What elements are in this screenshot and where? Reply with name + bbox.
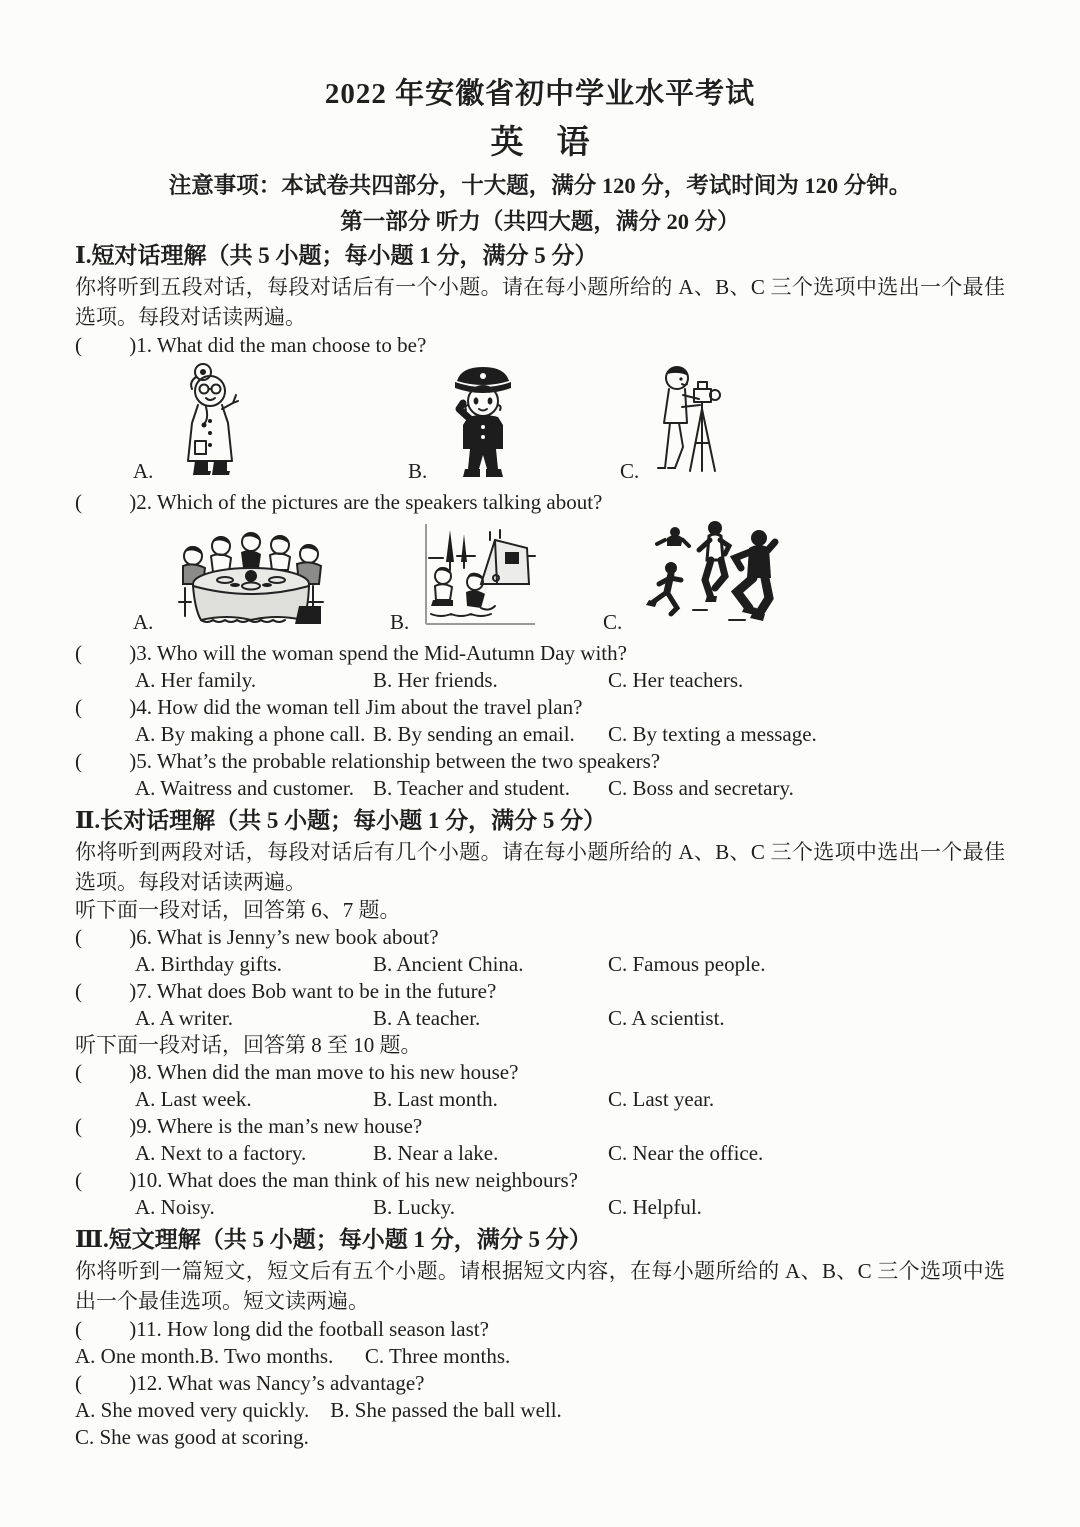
question-2: ( )2. Which of the pictures are the speakers talking about? — [75, 490, 603, 514]
picture-label-b: B. — [408, 459, 428, 483]
photographer-illustration — [647, 363, 729, 485]
option-c: C. Last year. — [608, 1087, 715, 1111]
question-5: ( )5. What’s the probable relationship between the two speakers? — [75, 749, 661, 773]
question-3: ( )3. Who will the woman spend the Mid-Autumn Day with? — [75, 641, 627, 665]
option-a: A. A writer. — [135, 1006, 233, 1030]
question-2-picture-options — [75, 516, 1005, 640]
option-a: A. Birthday gifts. — [135, 952, 282, 976]
option-a: A. Her family. — [135, 668, 257, 692]
question-12-options-line1: A. She moved very quickly. B. She passed the ball well. — [75, 1398, 562, 1422]
question-8-options — [75, 1086, 1005, 1113]
section1-heading: Ⅰ.短对话理解（共 5 小题；每小题 1 分，满分 5 分） — [75, 243, 598, 268]
exam-notice: 注意事项：本试卷共四部分，十大题，满分 120 分，考试时间为 120 分钟。 — [168, 173, 912, 198]
option-c: C. Famous people. — [608, 952, 766, 976]
question-10-options — [75, 1194, 1005, 1221]
question-12: ( )12. What was Nancy’s advantage? — [75, 1371, 425, 1395]
option-b: B. Her friends. — [373, 668, 498, 692]
option-a: A. Last week. — [135, 1087, 252, 1111]
option-c: C. By texting a message. — [608, 722, 817, 746]
subject-title: 英 语 — [490, 125, 590, 161]
section1-instructions: 你将听到五段对话，每段对话后有一个小题。请在每小题所给的 A、B、C 三个选项中选出一个最佳选项。每段对话读两遍。 — [75, 275, 1005, 329]
question-6-options — [75, 951, 1005, 978]
page-title: 2022 年安徽省初中学业水平考试 — [324, 78, 756, 110]
picture-label-a: A. — [133, 610, 154, 634]
question-3-options — [75, 667, 1005, 694]
question-10: ( )10. What does the man think of his new neighbours? — [75, 1168, 578, 1192]
question-4-options — [75, 721, 1005, 748]
running-illustration — [637, 516, 781, 630]
option-b: B. Lucky. — [373, 1195, 456, 1219]
question-12-options-line2: C. She was good at scoring. — [75, 1425, 309, 1449]
picture-label-c: C. — [620, 459, 640, 483]
option-b: B. A teacher. — [373, 1006, 481, 1030]
option-c: C. A scientist. — [608, 1006, 725, 1030]
question-6: ( )6. What is Jenny’s new book about? — [75, 925, 439, 949]
question-7-options — [75, 1005, 1005, 1032]
doctor-illustration — [167, 361, 261, 485]
option-c: C. Her teachers. — [608, 668, 744, 692]
option-a: A. Next to a factory. — [135, 1141, 307, 1165]
option-b: B. Ancient China. — [373, 952, 524, 976]
question-5-options — [75, 775, 1005, 802]
option-a: A. Waitress and customer. — [135, 776, 354, 800]
question-11: ( )11. How long did the football season last? — [75, 1317, 489, 1341]
option-a: A. By making a phone call. — [135, 722, 366, 746]
dialog2-note: 听下面一段对话，回答第 8 至 10 题。 — [75, 1033, 422, 1057]
question-9-options — [75, 1140, 1005, 1167]
option-c: C. Near the office. — [608, 1141, 764, 1165]
option-b: B. Near a lake. — [373, 1141, 499, 1165]
question-11-options: A. One month.B. Two months. C. Three months. — [75, 1344, 511, 1368]
picture-label-a: A. — [133, 459, 154, 483]
option-b: B. Last month. — [373, 1087, 498, 1111]
policeman-illustration — [437, 363, 529, 485]
question-1: ( )1. What did the man choose to be? — [75, 333, 427, 357]
question-8: ( )8. When did the man move to his new house? — [75, 1060, 519, 1084]
picture-label-c: C. — [603, 610, 623, 634]
section3-instructions: 你将听到一篇短文，短文后有五个小题。请根据短文内容，在每小题所给的 A、B、C 三个选项中选出一个最佳选项。短文读两遍。 — [75, 1259, 1005, 1313]
option-c: C. Boss and secretary. — [608, 776, 794, 800]
option-c: C. Helpful. — [608, 1195, 702, 1219]
question-9: ( )9. Where is the man’s new house? — [75, 1114, 423, 1138]
option-a: A. Noisy. — [135, 1195, 215, 1219]
section3-heading: Ⅲ.短文理解（共 5 小题；每小题 1 分，满分 5 分） — [75, 1227, 592, 1252]
dialog1-note: 听下面一段对话，回答第 6、7 题。 — [75, 898, 401, 922]
part1-heading: 第一部分 听力（共四大题，满分 20 分） — [340, 209, 740, 234]
picture-label-b: B. — [390, 610, 410, 634]
family-dinner-illustration — [163, 522, 343, 630]
section2-instructions: 你将听到两段对话，每段对话后有几个小题。请在每小题所给的 A、B、C 三个选项中选出一个最佳选项。每段对话读两遍。 — [75, 840, 1005, 894]
question-1-picture-options — [75, 359, 1005, 489]
option-b: B. Teacher and student. — [373, 776, 570, 800]
camping-illustration — [423, 518, 541, 630]
option-b: B. By sending an email. — [373, 722, 575, 746]
question-4: ( )4. How did the woman tell Jim about the travel plan? — [75, 695, 583, 719]
question-7: ( )7. What does Bob want to be in the future? — [75, 979, 497, 1003]
section2-heading: Ⅱ.长对话理解（共 5 小题；每小题 1 分，满分 5 分） — [75, 808, 607, 833]
